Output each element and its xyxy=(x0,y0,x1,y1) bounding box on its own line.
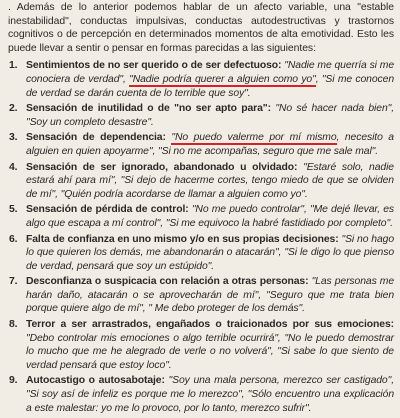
item-number: 8. xyxy=(9,319,18,331)
list-item xyxy=(8,102,394,129)
list-item xyxy=(8,233,394,274)
item-quote: "Estaré solo, nadie estará ahí para mí", "Si dejo de hacerme cortes, tengo miedo de que se olviden de mí", "Quién podría acordarse de llamar a alguien como yo". xyxy=(26,161,394,200)
item-number: 6. xyxy=(9,233,18,245)
item-number: 7. xyxy=(9,276,18,288)
intro-prefix: . xyxy=(8,2,11,13)
item-heading: Sentimientos de no ser querido o de ser defectuoso: xyxy=(26,60,282,72)
item-heading: Sensación de dependencia: xyxy=(26,132,166,144)
item-number: 9. xyxy=(9,375,18,387)
item-quote: "Nadie me querría si me conociera de verdad", xyxy=(26,60,394,85)
item-heading: Terror a ser arrastrados, engañados o traicionados por sus emociones: xyxy=(26,319,394,331)
item-quote: , "Si me conocen de verdad se darán cuenta de lo terrible que soy". xyxy=(26,73,394,99)
intro-paragraph xyxy=(8,1,394,55)
list-item xyxy=(8,203,394,230)
thought-patterns-list xyxy=(8,59,394,415)
item-quote: "Soy una mala persona, merezco ser castigado", "Si soy así de infeliz es porque me lo merezco", "Sólo encuentro una explicación a este malestar: yo me lo provoco, por lo tanto, merezco sufrir". xyxy=(26,375,394,414)
item-heading: Sensación de ser ignorado, abandonado u olvidado: xyxy=(26,161,298,173)
item-number: 5. xyxy=(9,204,18,216)
list-item xyxy=(8,374,394,415)
item-number: 3. xyxy=(9,132,18,144)
intro-text: Además de lo anterior podemos hablar de un afecto variable, una "estable inestabilidad", conductas impulsivas, conductas autodestructivas y trastornos cognitivos o de percepción en determinados momentos de alta emotividad. Esto les puede llevar a sentir o pensar en formas parecidas a las siguientes: xyxy=(8,2,394,54)
item-number: 2. xyxy=(9,103,18,115)
item-quote: "Debo controlar mis emociones o algo terrible ocurrirá", "No le puedo demostrar lo mucho que me he alegrado de verle o no volverá", "Si sabe lo que siento de verdad pensará que estoy loco". xyxy=(26,332,394,371)
item-heading: Autocastigo o autosabotaje: xyxy=(26,375,165,387)
item-quote: "No sé hacer nada bien", "Soy un completo desastre". xyxy=(26,103,394,128)
list-item xyxy=(8,161,394,202)
item-heading: Sensación de inutilidad o de "no ser apto para": xyxy=(26,103,271,115)
item-quote: "Si no hago lo que quieren los demás, me abandonarán o atacarán", "Si le digo lo que pienso de verdad, pensará que soy un estúpido". xyxy=(26,233,394,272)
highlighted-quote: "No puedo valerme por mí mismo xyxy=(171,132,337,144)
item-heading: Sensación de pérdida de control: xyxy=(26,204,189,216)
list-item xyxy=(8,59,394,100)
list-item xyxy=(8,318,394,372)
item-quote: "No me puedo controlar", "Me dejé llevar, es algo que escapa a mí control", "Si me equivoco la habré fastidiado por completo". xyxy=(26,204,394,229)
item-number: 4. xyxy=(9,161,18,173)
item-heading: Falta de confianza en uno mismo y/o en sus propias decisiones: xyxy=(26,233,339,245)
item-quote: "Las personas me harán daño, atacarán o se aprovecharán de mí", "Seguro que me trata bien porque quiere algo de mí", " Me debo proteger de los demás". xyxy=(26,276,394,315)
item-quote: , necesito a alguien en quien apoyarme", "Si no me acompañas, seguro que me sale mal". xyxy=(26,132,394,157)
list-item xyxy=(8,275,394,316)
list-item xyxy=(8,131,394,158)
highlighted-quote: "Nadie podría querer a alguien como yo" xyxy=(129,73,316,85)
item-heading: Desconfianza o suspicacia con relación a otras personas: xyxy=(26,276,309,288)
item-number: 1. xyxy=(9,60,18,72)
